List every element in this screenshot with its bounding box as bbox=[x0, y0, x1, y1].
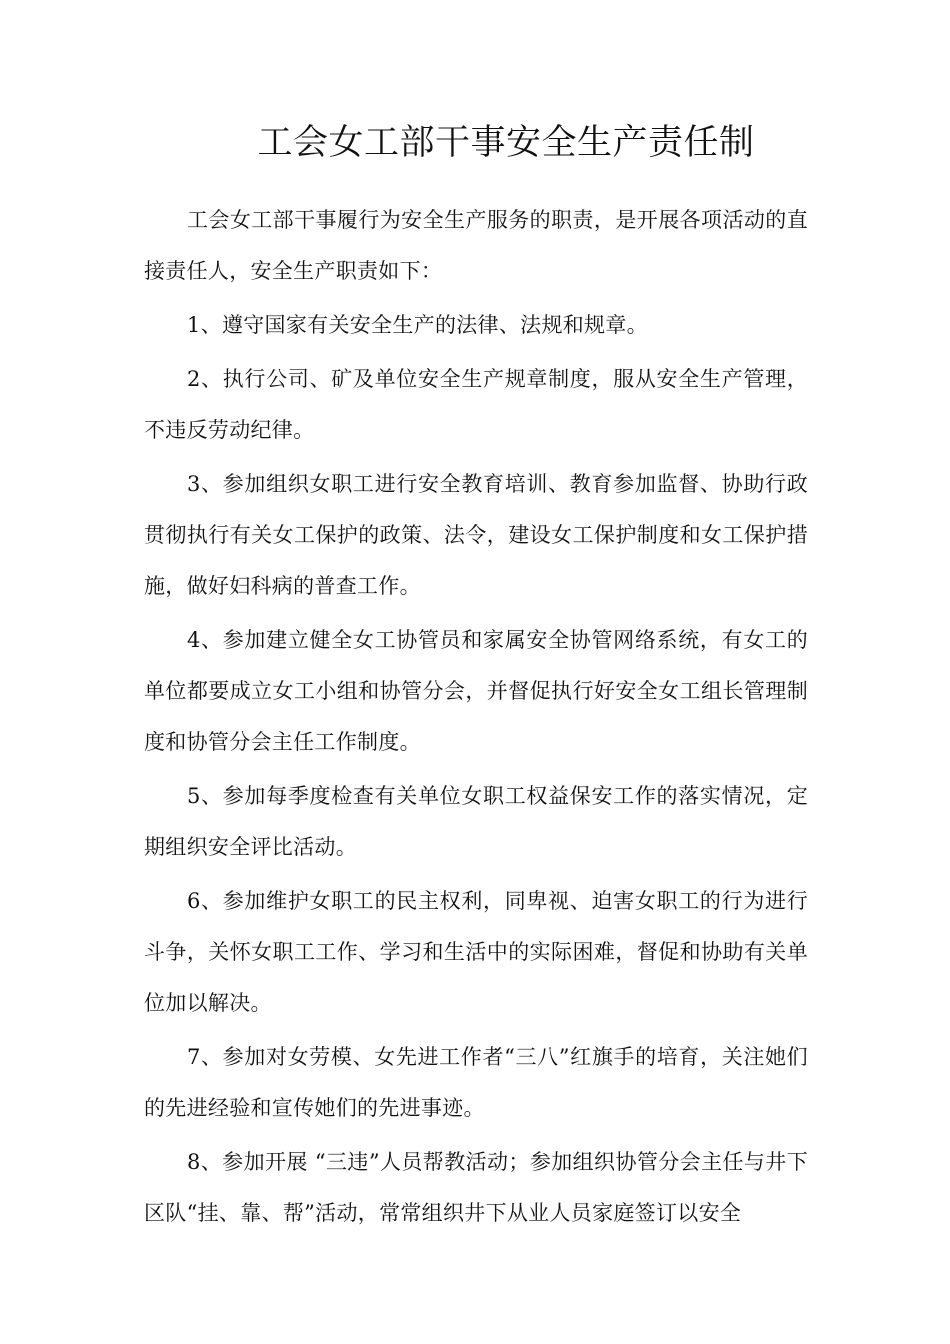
paragraph-item-2: 2、执行公司、矿及单位安全生产规章制度，服从安全生产管理，不违反劳动纪律。 bbox=[144, 367, 808, 442]
paragraph-item-1: 1、遵守国家有关安全生产的法律、法规和规章。 bbox=[187, 313, 648, 337]
paragraph-item-3: 3、参加组织女职工进行安全教育培训、教育参加监督、协助行政贯彻执行有关女工保护的政策、法令，建设女工保护制度和女工保护措施，做好妇科病的普查工作。 bbox=[144, 472, 808, 598]
document-title: 工会女工部干事安全生产责任制 bbox=[257, 123, 755, 163]
paragraph-item-7: 7、参加对女劳模、女先进工作者“三八”红旗手的培育，关注她们的先进经验和宣传她们的先进事迹。 bbox=[144, 1045, 808, 1120]
paragraph-item-4: 4、参加建立健全女工协管员和家属安全协管网络系统，有女工的单位都要成立女工小组和协管分会，并督促执行好安全女工组长管理制度和协管分会主任工作制度。 bbox=[144, 628, 808, 754]
paragraph-intro: 工会女工部干事履行为安全生产服务的职责，是开展各项活动的直接责任人，安全生产职责如下： bbox=[144, 208, 808, 283]
paragraph-item-8: 8、参加开展 “三违”人员帮教活动；参加组织协管分会主任与井下区队“挂、靠、帮”活动，常常组织井下从业人员家庭签订以安全 bbox=[144, 1150, 808, 1225]
paragraph-item-5: 5、参加每季度检查有关单位女职工权益保安工作的落实情况，定期组织安全评比活动。 bbox=[144, 784, 808, 859]
paragraph-item-6: 6、参加维护女职工的民主权利，同卑视、迫害女职工的行为进行斗争，关怀女职工工作、学习和生活中的实际困难，督促和协助有关单位加以解决。 bbox=[144, 889, 808, 1015]
document-body bbox=[144, 195, 808, 1242]
